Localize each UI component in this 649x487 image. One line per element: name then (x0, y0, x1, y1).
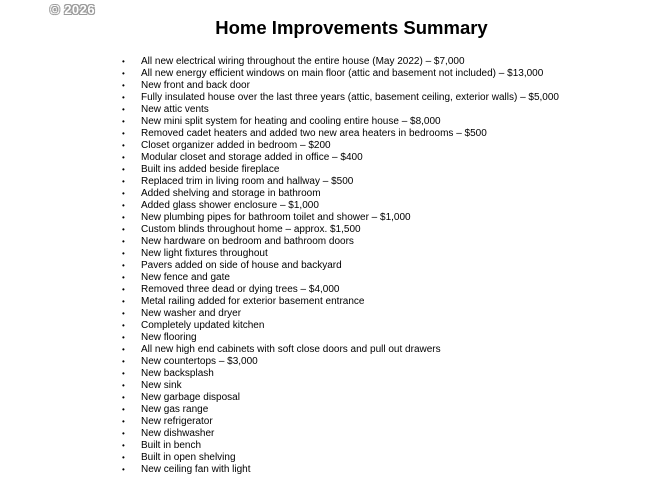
bullet-icon: • (122, 357, 125, 366)
list-item (118, 188, 559, 200)
list-item (118, 428, 559, 440)
list-item (118, 224, 559, 236)
bullet-icon: • (122, 465, 125, 474)
bullet-icon: • (122, 369, 125, 378)
list-item (118, 344, 559, 356)
bullet-icon: • (122, 273, 125, 282)
list-item (118, 128, 559, 140)
bullet-icon: • (122, 213, 125, 222)
list-item-text: New washer and dryer (141, 308, 242, 319)
list-item-text: Custom blinds throughout home – approx. $1,500 (141, 224, 361, 235)
bullet-icon: • (122, 105, 125, 114)
bullet-icon: • (122, 201, 125, 210)
list-item-text: All new energy efficient windows on main floor (attic and basement not included) – $13,000 (141, 68, 544, 79)
bullet-icon: • (122, 321, 125, 330)
list-item-text: New garbage disposal (141, 392, 240, 403)
bullet-icon: • (122, 309, 125, 318)
bullet-icon: • (122, 429, 125, 438)
bullet-icon: • (122, 333, 125, 342)
bullet-icon: • (122, 69, 125, 78)
bullet-icon: • (122, 165, 125, 174)
bullet-icon: • (122, 345, 125, 354)
improvements-list (118, 56, 559, 476)
list-item (118, 56, 559, 68)
list-item (118, 440, 559, 452)
bullet-icon: • (122, 237, 125, 246)
bullet-icon: • (122, 93, 125, 102)
list-item-text: New flooring (141, 332, 197, 343)
bullet-icon: • (122, 225, 125, 234)
bullet-icon: • (122, 285, 125, 294)
copyright-watermark: © 2026 (50, 2, 96, 17)
list-item (118, 404, 559, 416)
list-item (118, 92, 559, 104)
list-item-text: Built ins added beside fireplace (141, 164, 280, 175)
list-item-text: New front and back door (141, 80, 250, 91)
list-item-text: New light fixtures throughout (141, 248, 268, 259)
list-item (118, 464, 559, 476)
list-item (118, 356, 559, 368)
bullet-icon: • (122, 441, 125, 450)
list-item (118, 116, 559, 128)
list-item-text: All new high end cabinets with soft close doors and pull out drawers (141, 344, 441, 355)
list-item (118, 308, 559, 320)
list-item (118, 152, 559, 164)
list-item (118, 212, 559, 224)
list-item (118, 368, 559, 380)
list-item (118, 248, 559, 260)
bullet-icon: • (122, 453, 125, 462)
list-item-text: Metal railing added for exterior basement entrance (141, 296, 365, 307)
list-item-text: New hardware on bedroom and bathroom doors (141, 236, 354, 247)
list-item-text: Fully insulated house over the last three years (attic, basement ceiling, exterior walls) – $5,000 (141, 92, 559, 103)
list-item-text: New sink (141, 380, 182, 391)
bullet-icon: • (122, 261, 125, 270)
list-item-text: New refrigerator (141, 416, 213, 427)
list-item (118, 380, 559, 392)
bullet-icon: • (122, 117, 125, 126)
list-item-text: New backsplash (141, 368, 214, 379)
bullet-icon: • (122, 189, 125, 198)
list-item-text: New fence and gate (141, 272, 230, 283)
bullet-icon: • (122, 297, 125, 306)
list-item (118, 236, 559, 248)
list-item-text: New gas range (141, 404, 209, 415)
bullet-icon: • (122, 405, 125, 414)
list-item-text: Built in bench (141, 440, 202, 451)
list-item (118, 320, 559, 332)
bullet-icon: • (122, 81, 125, 90)
list-item-text: New plumbing pipes for bathroom toilet and shower – $1,000 (141, 212, 411, 223)
bullet-icon: • (122, 153, 125, 162)
page-title: Home Improvements Summary (215, 17, 488, 38)
list-item-text: Modular closet and storage added in office – $400 (141, 152, 363, 163)
list-item (118, 140, 559, 152)
list-item (118, 392, 559, 404)
list-item-text: Completely updated kitchen (141, 320, 265, 331)
bullet-icon: • (122, 177, 125, 186)
list-item-text: New ceiling fan with light (141, 464, 251, 475)
bullet-icon: • (122, 381, 125, 390)
list-item-text: Removed cadet heaters and added two new area heaters in bedrooms – $500 (141, 128, 487, 139)
list-item-text: Closet organizer added in bedroom – $200 (141, 140, 331, 151)
list-item (118, 284, 559, 296)
list-item (118, 176, 559, 188)
list-item (118, 296, 559, 308)
bullet-icon: • (122, 57, 125, 66)
list-item (118, 104, 559, 116)
list-item-text: Added shelving and storage in bathroom (141, 188, 321, 199)
list-item-text: New attic vents (141, 104, 209, 115)
bullet-icon: • (122, 249, 125, 258)
list-item (118, 416, 559, 428)
list-item-text: Removed three dead or dying trees – $4,000 (141, 284, 340, 295)
list-item (118, 80, 559, 92)
list-item (118, 68, 559, 80)
list-item (118, 332, 559, 344)
list-item-text: All new electrical wiring throughout the entire house (May 2022) – $7,000 (141, 56, 465, 67)
list-item-text: Pavers added on side of house and backyard (141, 260, 342, 271)
list-item (118, 260, 559, 272)
list-item-text: New countertops – $3,000 (141, 356, 258, 367)
list-item-text: Added glass shower enclosure – $1,000 (141, 200, 319, 211)
list-item (118, 272, 559, 284)
list-item-text: New dishwasher (141, 428, 215, 439)
bullet-icon: • (122, 393, 125, 402)
list-item-text: New mini split system for heating and cooling entire house – $8,000 (141, 116, 441, 127)
list-item-text: Replaced trim in living room and hallway – $500 (141, 176, 354, 187)
bullet-icon: • (122, 129, 125, 138)
bullet-icon: • (122, 417, 125, 426)
list-item (118, 200, 559, 212)
list-item (118, 452, 559, 464)
list-item (118, 164, 559, 176)
bullet-icon: • (122, 141, 125, 150)
list-item-text: Built in open shelving (141, 452, 236, 463)
